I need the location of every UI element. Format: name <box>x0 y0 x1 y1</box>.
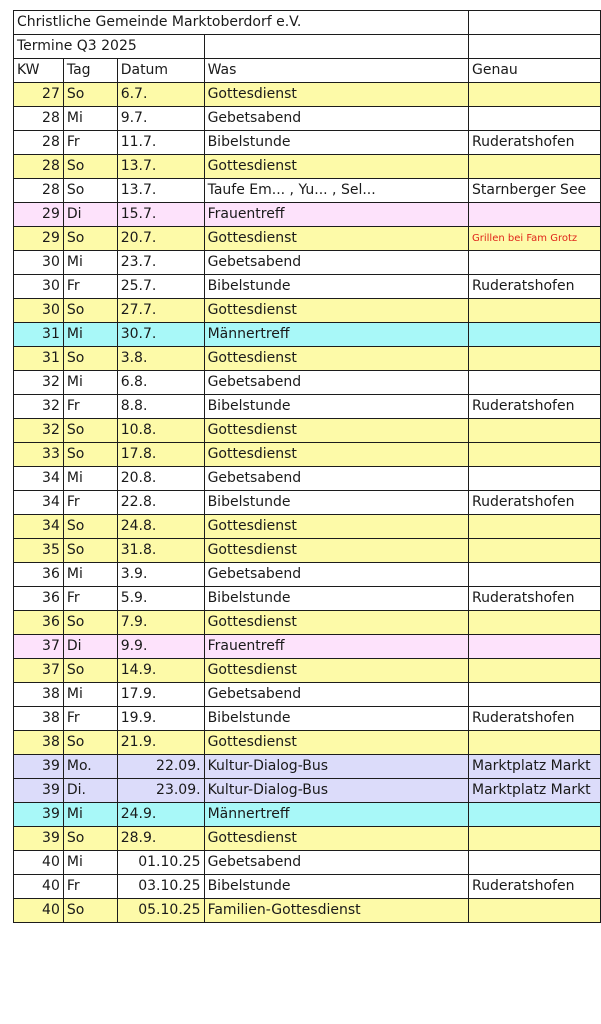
table-row <box>14 755 601 779</box>
cell-kw: 31 <box>14 347 64 371</box>
cell-tag: So <box>63 155 117 179</box>
cell-was: Gottesdienst <box>204 419 468 443</box>
cell-kw: 39 <box>14 803 64 827</box>
cell-was: Gottesdienst <box>204 731 468 755</box>
cell-was: Gebetsabend <box>204 563 468 587</box>
cell-genau <box>469 659 601 683</box>
header-tag: Tag <box>63 59 117 83</box>
cell-datum: 8.8. <box>117 395 204 419</box>
cell-genau: Ruderatshofen <box>469 131 601 155</box>
cell-kw: 35 <box>14 539 64 563</box>
cell-kw: 38 <box>14 707 64 731</box>
cell-tag: So <box>63 827 117 851</box>
cell-was: Gebetsabend <box>204 467 468 491</box>
cell-tag: So <box>63 227 117 251</box>
table-row <box>14 275 601 299</box>
table-row <box>14 83 601 107</box>
cell-datum: 20.7. <box>117 227 204 251</box>
table-row <box>14 419 601 443</box>
cell-was: Bibelstunde <box>204 275 468 299</box>
cell-was: Kultur-Dialog-Bus <box>204 779 468 803</box>
cell-was: Bibelstunde <box>204 587 468 611</box>
table-row <box>14 683 601 707</box>
cell-genau <box>469 107 601 131</box>
cell-datum: 23.09. <box>117 779 204 803</box>
table-row <box>14 707 601 731</box>
cell-genau <box>469 443 601 467</box>
cell-tag: So <box>63 419 117 443</box>
cell-was: Männertreff <box>204 323 468 347</box>
cell-kw: 30 <box>14 251 64 275</box>
cell-datum: 13.7. <box>117 179 204 203</box>
cell-datum: 6.8. <box>117 371 204 395</box>
cell-was: Kultur-Dialog-Bus <box>204 755 468 779</box>
table-row <box>14 731 601 755</box>
cell-tag: So <box>63 443 117 467</box>
cell-was: Frauentreff <box>204 203 468 227</box>
cell-was: Bibelstunde <box>204 131 468 155</box>
cell-kw: 28 <box>14 155 64 179</box>
cell-kw: 29 <box>14 203 64 227</box>
cell-tag: Mi <box>63 251 117 275</box>
header-was: Was <box>204 59 468 83</box>
cell-kw: 32 <box>14 419 64 443</box>
empty-cell <box>204 35 468 59</box>
table-row <box>14 611 601 635</box>
cell-tag: Mi <box>63 563 117 587</box>
cell-kw: 27 <box>14 83 64 107</box>
cell-was: Gebetsabend <box>204 683 468 707</box>
table-row <box>14 827 601 851</box>
table-row <box>14 899 601 923</box>
table-row <box>14 539 601 563</box>
empty-cell <box>469 11 601 35</box>
cell-genau <box>469 683 601 707</box>
cell-tag: So <box>63 731 117 755</box>
cell-was: Familien-Gottesdienst <box>204 899 468 923</box>
cell-genau: Grillen bei Fam Grotz <box>469 227 601 251</box>
cell-was: Gottesdienst <box>204 83 468 107</box>
sheet-subtitle: Termine Q3 2025 <box>14 35 205 59</box>
table-row <box>14 155 601 179</box>
cell-datum: 20.8. <box>117 467 204 491</box>
cell-kw: 28 <box>14 131 64 155</box>
cell-genau <box>469 635 601 659</box>
cell-was: Gottesdienst <box>204 227 468 251</box>
cell-tag: Di. <box>63 779 117 803</box>
cell-genau <box>469 803 601 827</box>
table-row <box>14 635 601 659</box>
cell-genau: Ruderatshofen <box>469 491 601 515</box>
table-row <box>14 875 601 899</box>
cell-genau <box>469 827 601 851</box>
cell-genau <box>469 155 601 179</box>
cell-was: Gottesdienst <box>204 827 468 851</box>
schedule-table <box>13 10 601 923</box>
cell-genau: Ruderatshofen <box>469 707 601 731</box>
cell-datum: 27.7. <box>117 299 204 323</box>
cell-kw: 31 <box>14 323 64 347</box>
table-row <box>14 659 601 683</box>
cell-kw: 30 <box>14 275 64 299</box>
cell-datum: 05.10.25 <box>117 899 204 923</box>
cell-tag: Mi <box>63 323 117 347</box>
cell-kw: 32 <box>14 371 64 395</box>
cell-datum: 17.9. <box>117 683 204 707</box>
header-genau: Genau <box>469 59 601 83</box>
cell-tag: Mi <box>63 467 117 491</box>
cell-genau <box>469 251 601 275</box>
cell-datum: 17.8. <box>117 443 204 467</box>
cell-kw: 40 <box>14 899 64 923</box>
cell-kw: 34 <box>14 491 64 515</box>
cell-tag: Di <box>63 635 117 659</box>
table-row <box>14 203 601 227</box>
cell-kw: 34 <box>14 515 64 539</box>
table-row <box>14 491 601 515</box>
cell-datum: 24.8. <box>117 515 204 539</box>
cell-tag: Fr <box>63 131 117 155</box>
cell-kw: 37 <box>14 659 64 683</box>
cell-kw: 39 <box>14 755 64 779</box>
table-row <box>14 851 601 875</box>
cell-was: Bibelstunde <box>204 395 468 419</box>
cell-tag: Mi <box>63 683 117 707</box>
cell-datum: 3.8. <box>117 347 204 371</box>
cell-was: Gottesdienst <box>204 347 468 371</box>
cell-kw: 30 <box>14 299 64 323</box>
cell-genau: Ruderatshofen <box>469 275 601 299</box>
cell-tag: So <box>63 299 117 323</box>
table-row <box>14 803 601 827</box>
header-kw: KW <box>14 59 64 83</box>
cell-tag: Fr <box>63 275 117 299</box>
cell-datum: 10.8. <box>117 419 204 443</box>
cell-datum: 01.10.25 <box>117 851 204 875</box>
cell-kw: 38 <box>14 731 64 755</box>
table-row <box>14 179 601 203</box>
cell-tag: Mi <box>63 371 117 395</box>
cell-tag: So <box>63 539 117 563</box>
title-row <box>14 11 601 35</box>
table-row <box>14 107 601 131</box>
cell-kw: 36 <box>14 563 64 587</box>
cell-kw: 29 <box>14 227 64 251</box>
cell-genau <box>469 851 601 875</box>
cell-genau <box>469 347 601 371</box>
cell-was: Gottesdienst <box>204 659 468 683</box>
cell-genau <box>469 83 601 107</box>
cell-kw: 38 <box>14 683 64 707</box>
cell-kw: 33 <box>14 443 64 467</box>
cell-datum: 11.7. <box>117 131 204 155</box>
empty-cell <box>469 35 601 59</box>
cell-was: Gottesdienst <box>204 539 468 563</box>
cell-kw: 32 <box>14 395 64 419</box>
table-row <box>14 779 601 803</box>
cell-was: Gebetsabend <box>204 107 468 131</box>
cell-was: Bibelstunde <box>204 707 468 731</box>
cell-tag: Di <box>63 203 117 227</box>
cell-was: Männertreff <box>204 803 468 827</box>
cell-datum: 13.7. <box>117 155 204 179</box>
cell-was: Gebetsabend <box>204 851 468 875</box>
cell-genau <box>469 323 601 347</box>
cell-genau <box>469 203 601 227</box>
cell-genau <box>469 299 601 323</box>
cell-tag: Fr <box>63 875 117 899</box>
cell-kw: 39 <box>14 827 64 851</box>
cell-datum: 7.9. <box>117 611 204 635</box>
cell-datum: 14.9. <box>117 659 204 683</box>
cell-genau <box>469 539 601 563</box>
cell-kw: 28 <box>14 179 64 203</box>
cell-genau: Ruderatshofen <box>469 395 601 419</box>
cell-datum: 19.9. <box>117 707 204 731</box>
cell-tag: Fr <box>63 395 117 419</box>
cell-tag: So <box>63 515 117 539</box>
cell-genau: Marktplatz Markt <box>469 755 601 779</box>
cell-datum: 9.9. <box>117 635 204 659</box>
cell-tag: So <box>63 347 117 371</box>
cell-genau: Ruderatshofen <box>469 587 601 611</box>
table-row <box>14 587 601 611</box>
cell-datum: 15.7. <box>117 203 204 227</box>
cell-genau <box>469 731 601 755</box>
subtitle-row <box>14 35 601 59</box>
cell-tag: Fr <box>63 587 117 611</box>
cell-genau <box>469 515 601 539</box>
cell-datum: 5.9. <box>117 587 204 611</box>
cell-was: Gottesdienst <box>204 443 468 467</box>
cell-genau <box>469 899 601 923</box>
table-row <box>14 251 601 275</box>
cell-genau <box>469 419 601 443</box>
cell-datum: 6.7. <box>117 83 204 107</box>
cell-was: Gottesdienst <box>204 611 468 635</box>
cell-tag: So <box>63 659 117 683</box>
cell-tag: So <box>63 179 117 203</box>
table-row <box>14 443 601 467</box>
cell-tag: Mi <box>63 851 117 875</box>
cell-was: Gebetsabend <box>204 251 468 275</box>
cell-datum: 3.9. <box>117 563 204 587</box>
cell-datum: 22.8. <box>117 491 204 515</box>
cell-was: Bibelstunde <box>204 491 468 515</box>
cell-tag: Fr <box>63 491 117 515</box>
cell-was: Taufe Em... , Yu... , Sel... <box>204 179 468 203</box>
cell-tag: So <box>63 899 117 923</box>
cell-genau <box>469 467 601 491</box>
cell-genau <box>469 611 601 635</box>
table-row <box>14 347 601 371</box>
cell-kw: 40 <box>14 875 64 899</box>
cell-kw: 36 <box>14 587 64 611</box>
cell-kw: 28 <box>14 107 64 131</box>
table-row <box>14 323 601 347</box>
cell-tag: So <box>63 83 117 107</box>
table-row <box>14 131 601 155</box>
header-datum: Datum <box>117 59 204 83</box>
cell-was: Gebetsabend <box>204 371 468 395</box>
cell-tag: So <box>63 611 117 635</box>
cell-tag: Fr <box>63 707 117 731</box>
schedule-body <box>14 11 601 923</box>
table-row <box>14 467 601 491</box>
table-row <box>14 563 601 587</box>
cell-genau <box>469 563 601 587</box>
cell-datum: 22.09. <box>117 755 204 779</box>
cell-genau <box>469 371 601 395</box>
cell-datum: 23.7. <box>117 251 204 275</box>
cell-datum: 03.10.25 <box>117 875 204 899</box>
cell-kw: 40 <box>14 851 64 875</box>
cell-datum: 28.9. <box>117 827 204 851</box>
cell-was: Gottesdienst <box>204 299 468 323</box>
cell-kw: 36 <box>14 611 64 635</box>
cell-tag: Mi <box>63 107 117 131</box>
cell-datum: 31.8. <box>117 539 204 563</box>
table-row <box>14 227 601 251</box>
cell-datum: 24.9. <box>117 803 204 827</box>
header-row <box>14 59 601 83</box>
cell-was: Gottesdienst <box>204 155 468 179</box>
schedule-sheet <box>13 10 601 923</box>
cell-tag: Mi <box>63 803 117 827</box>
cell-was: Frauentreff <box>204 635 468 659</box>
cell-tag: Mo. <box>63 755 117 779</box>
cell-was: Bibelstunde <box>204 875 468 899</box>
cell-kw: 34 <box>14 467 64 491</box>
sheet-title: Christliche Gemeinde Marktoberdorf e.V. <box>14 11 469 35</box>
cell-kw: 37 <box>14 635 64 659</box>
cell-datum: 30.7. <box>117 323 204 347</box>
table-row <box>14 515 601 539</box>
cell-genau: Marktplatz Markt <box>469 779 601 803</box>
table-row <box>14 395 601 419</box>
cell-was: Gottesdienst <box>204 515 468 539</box>
table-row <box>14 371 601 395</box>
table-row <box>14 299 601 323</box>
cell-datum: 21.9. <box>117 731 204 755</box>
cell-datum: 25.7. <box>117 275 204 299</box>
cell-kw: 39 <box>14 779 64 803</box>
cell-genau: Starnberger See <box>469 179 601 203</box>
cell-datum: 9.7. <box>117 107 204 131</box>
cell-genau: Ruderatshofen <box>469 875 601 899</box>
